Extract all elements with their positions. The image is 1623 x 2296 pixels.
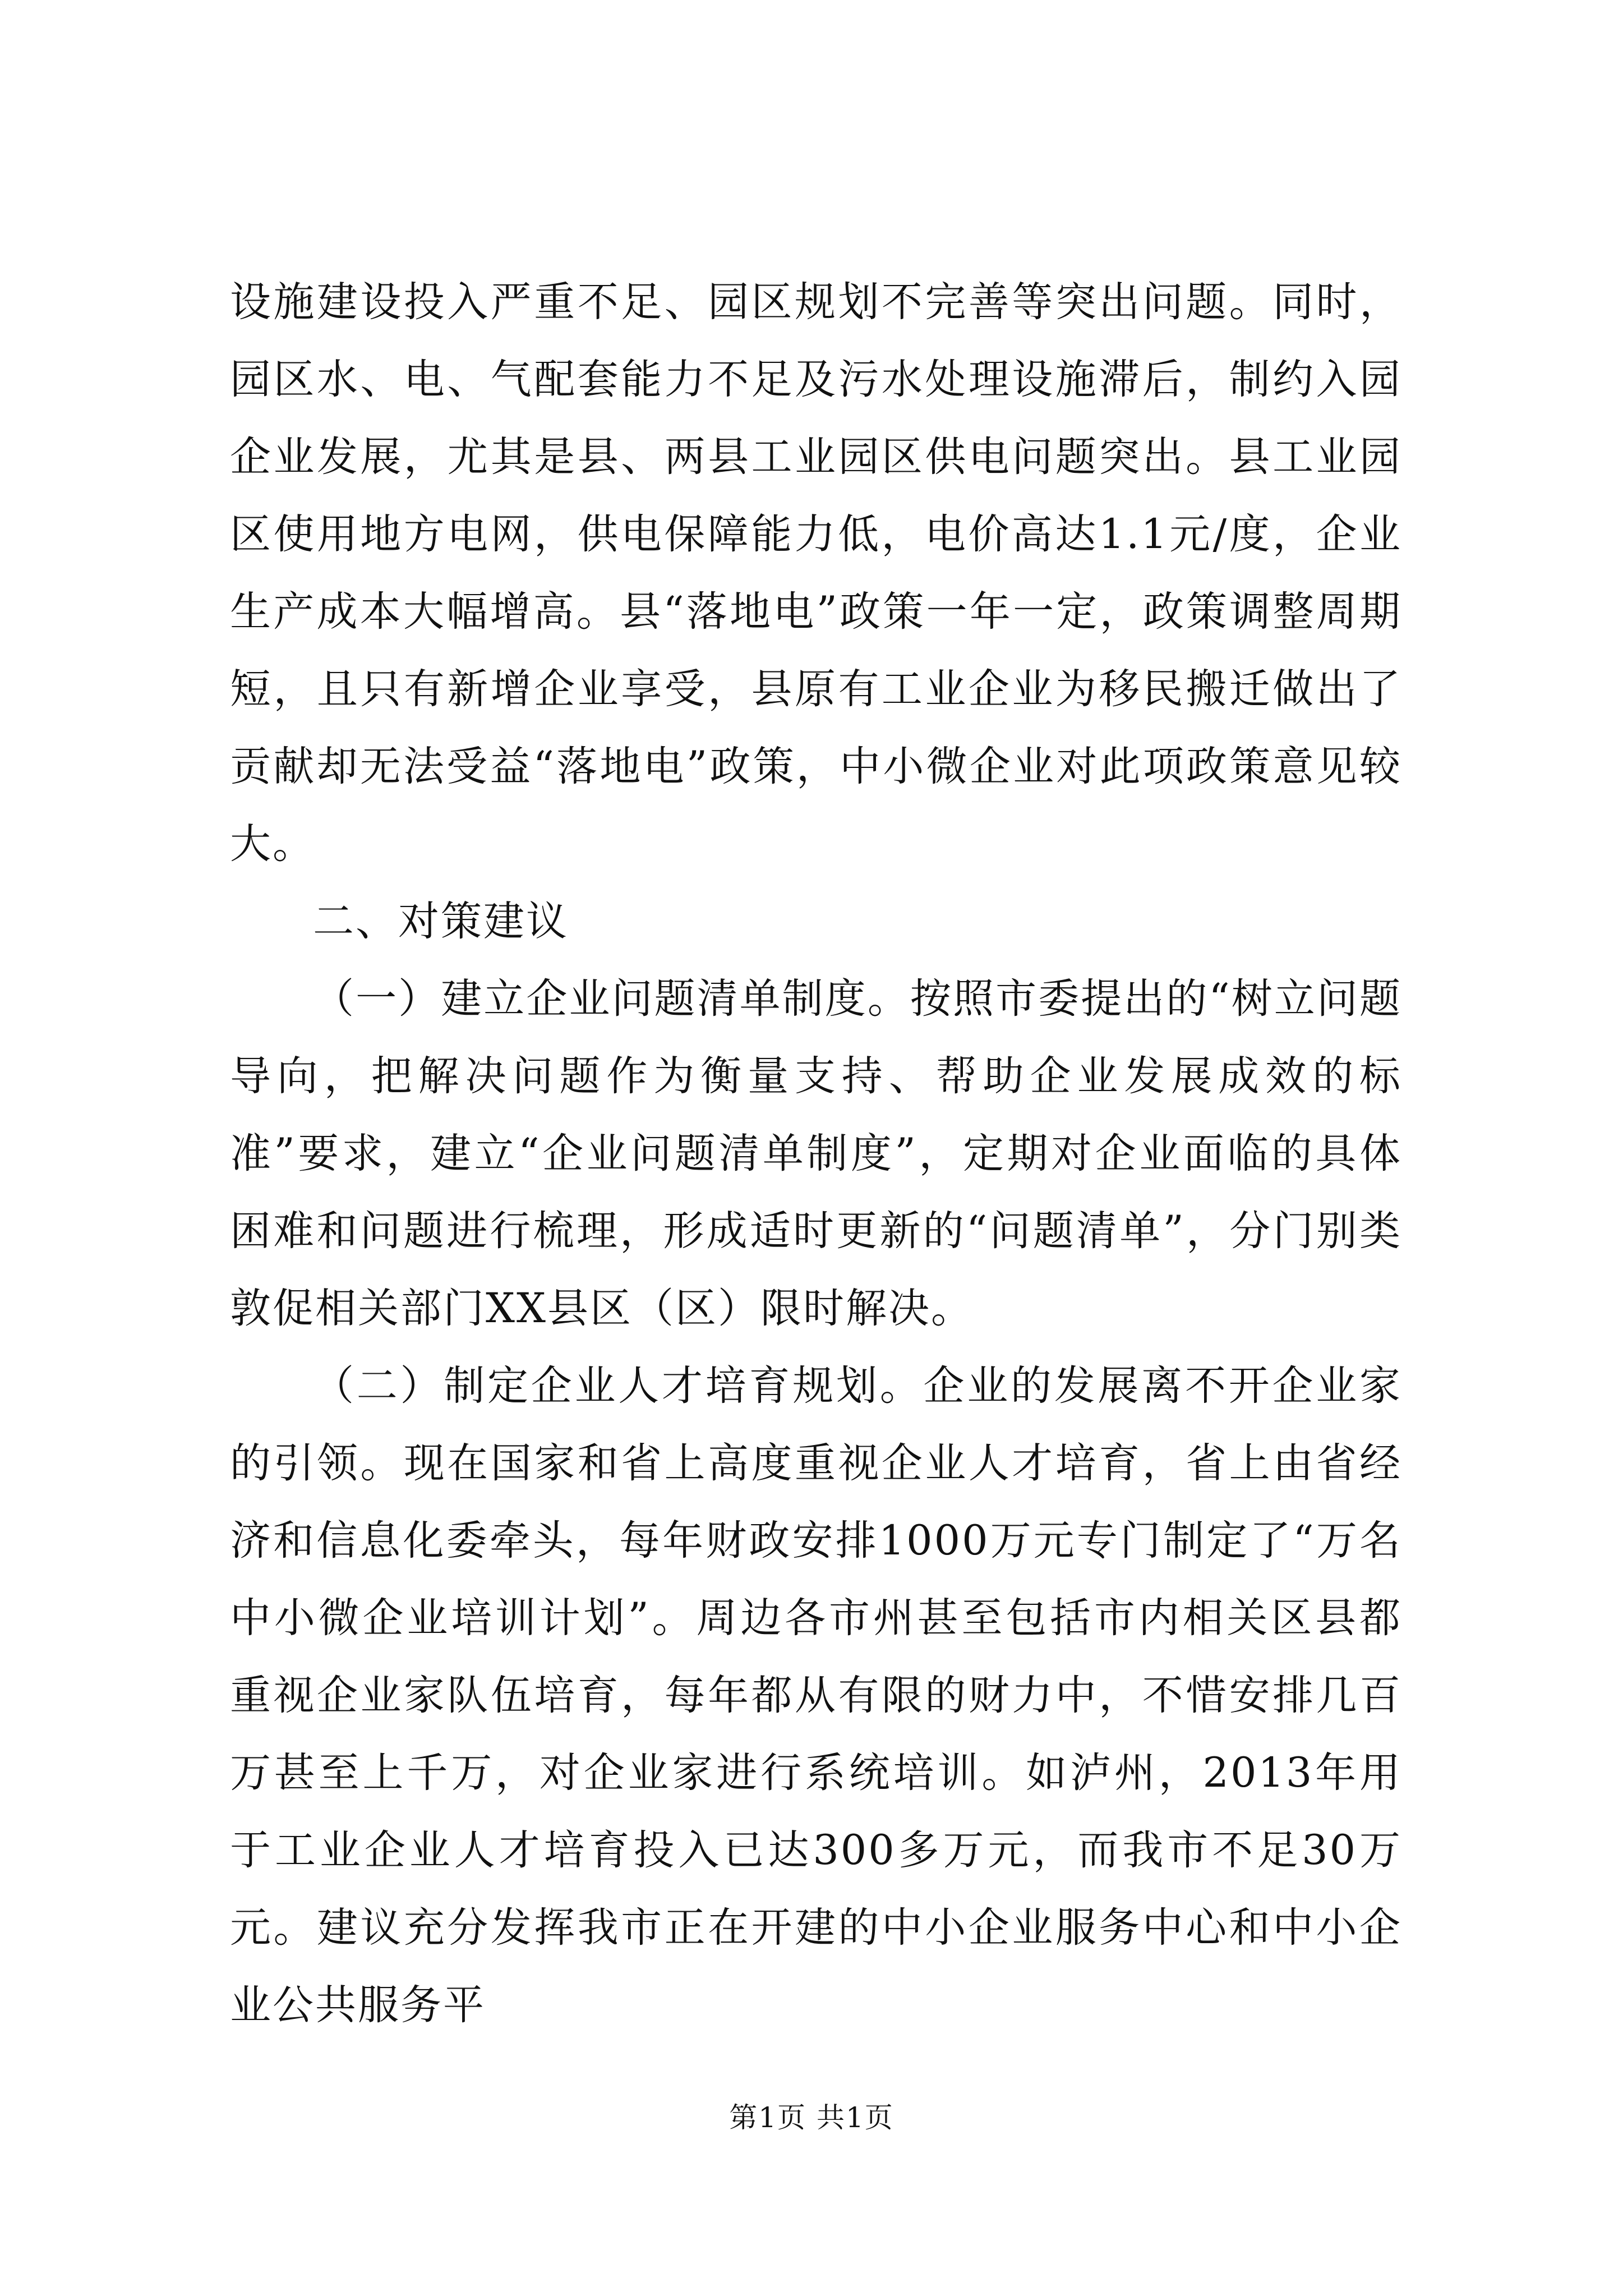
paragraph-infrastructure-problems: 设施建设投入严重不足、园区规划不完善等突出问题。同时，园区水、电、气配套能力不足及污水处理设施滞后，制约入园企业发展，尤其是县、两县工业园区供电问题突出。县工业园区使用地方电网，供电保障能力低，电价高达1.1元/度，企业生产成本大幅增高。县“落地电”政策一年一定，政策调整周期短，且只有新增企业享受，县原有工业企业为移民搬迁做出了贡献却无法受益“落地电”政策，中小微企业对此项政策意见较大。 (230, 278, 1402, 868)
document-body (230, 264, 1402, 2044)
section-heading-countermeasures: 二、对策建议 (313, 898, 569, 945)
page-number-footer: 第1页 共1页 (729, 2101, 894, 2134)
paragraph-problem-list-system: （一）建立企业问题清单制度。按照市委提出的“树立问题导向，把解决问题作为衡量支持、帮助企业发展成效的标准”要求，建立“企业问题清单制度”，定期对企业面临的具体困难和问题进行梳理，形成适时更新的“问题清单”，分门别类敦促相关部门XX县区（区）限时解决。 (230, 975, 1402, 1332)
paragraph-talent-cultivation-plan: （二）制定企业人才培育规划。企业的发展离不开企业家的引领。现在国家和省上高度重视企业人才培育，省上由省经济和信息化委牵头，每年财政安排1000万元专门制定了“万名中小微企业培训计划”。周边各市州甚至包括市内相关区县都重视企业家队伍培育，每年都从有限的财力中，不惜安排几百万甚至上千万，对企业家进行系统培训。如泸州，2013年用于工业企业人才培育投入已达300多万元，而我市不足30万元。建议充分发挥我市正在开建的中小企业服务中心和中小企业公共服务平 (230, 1362, 1402, 2029)
